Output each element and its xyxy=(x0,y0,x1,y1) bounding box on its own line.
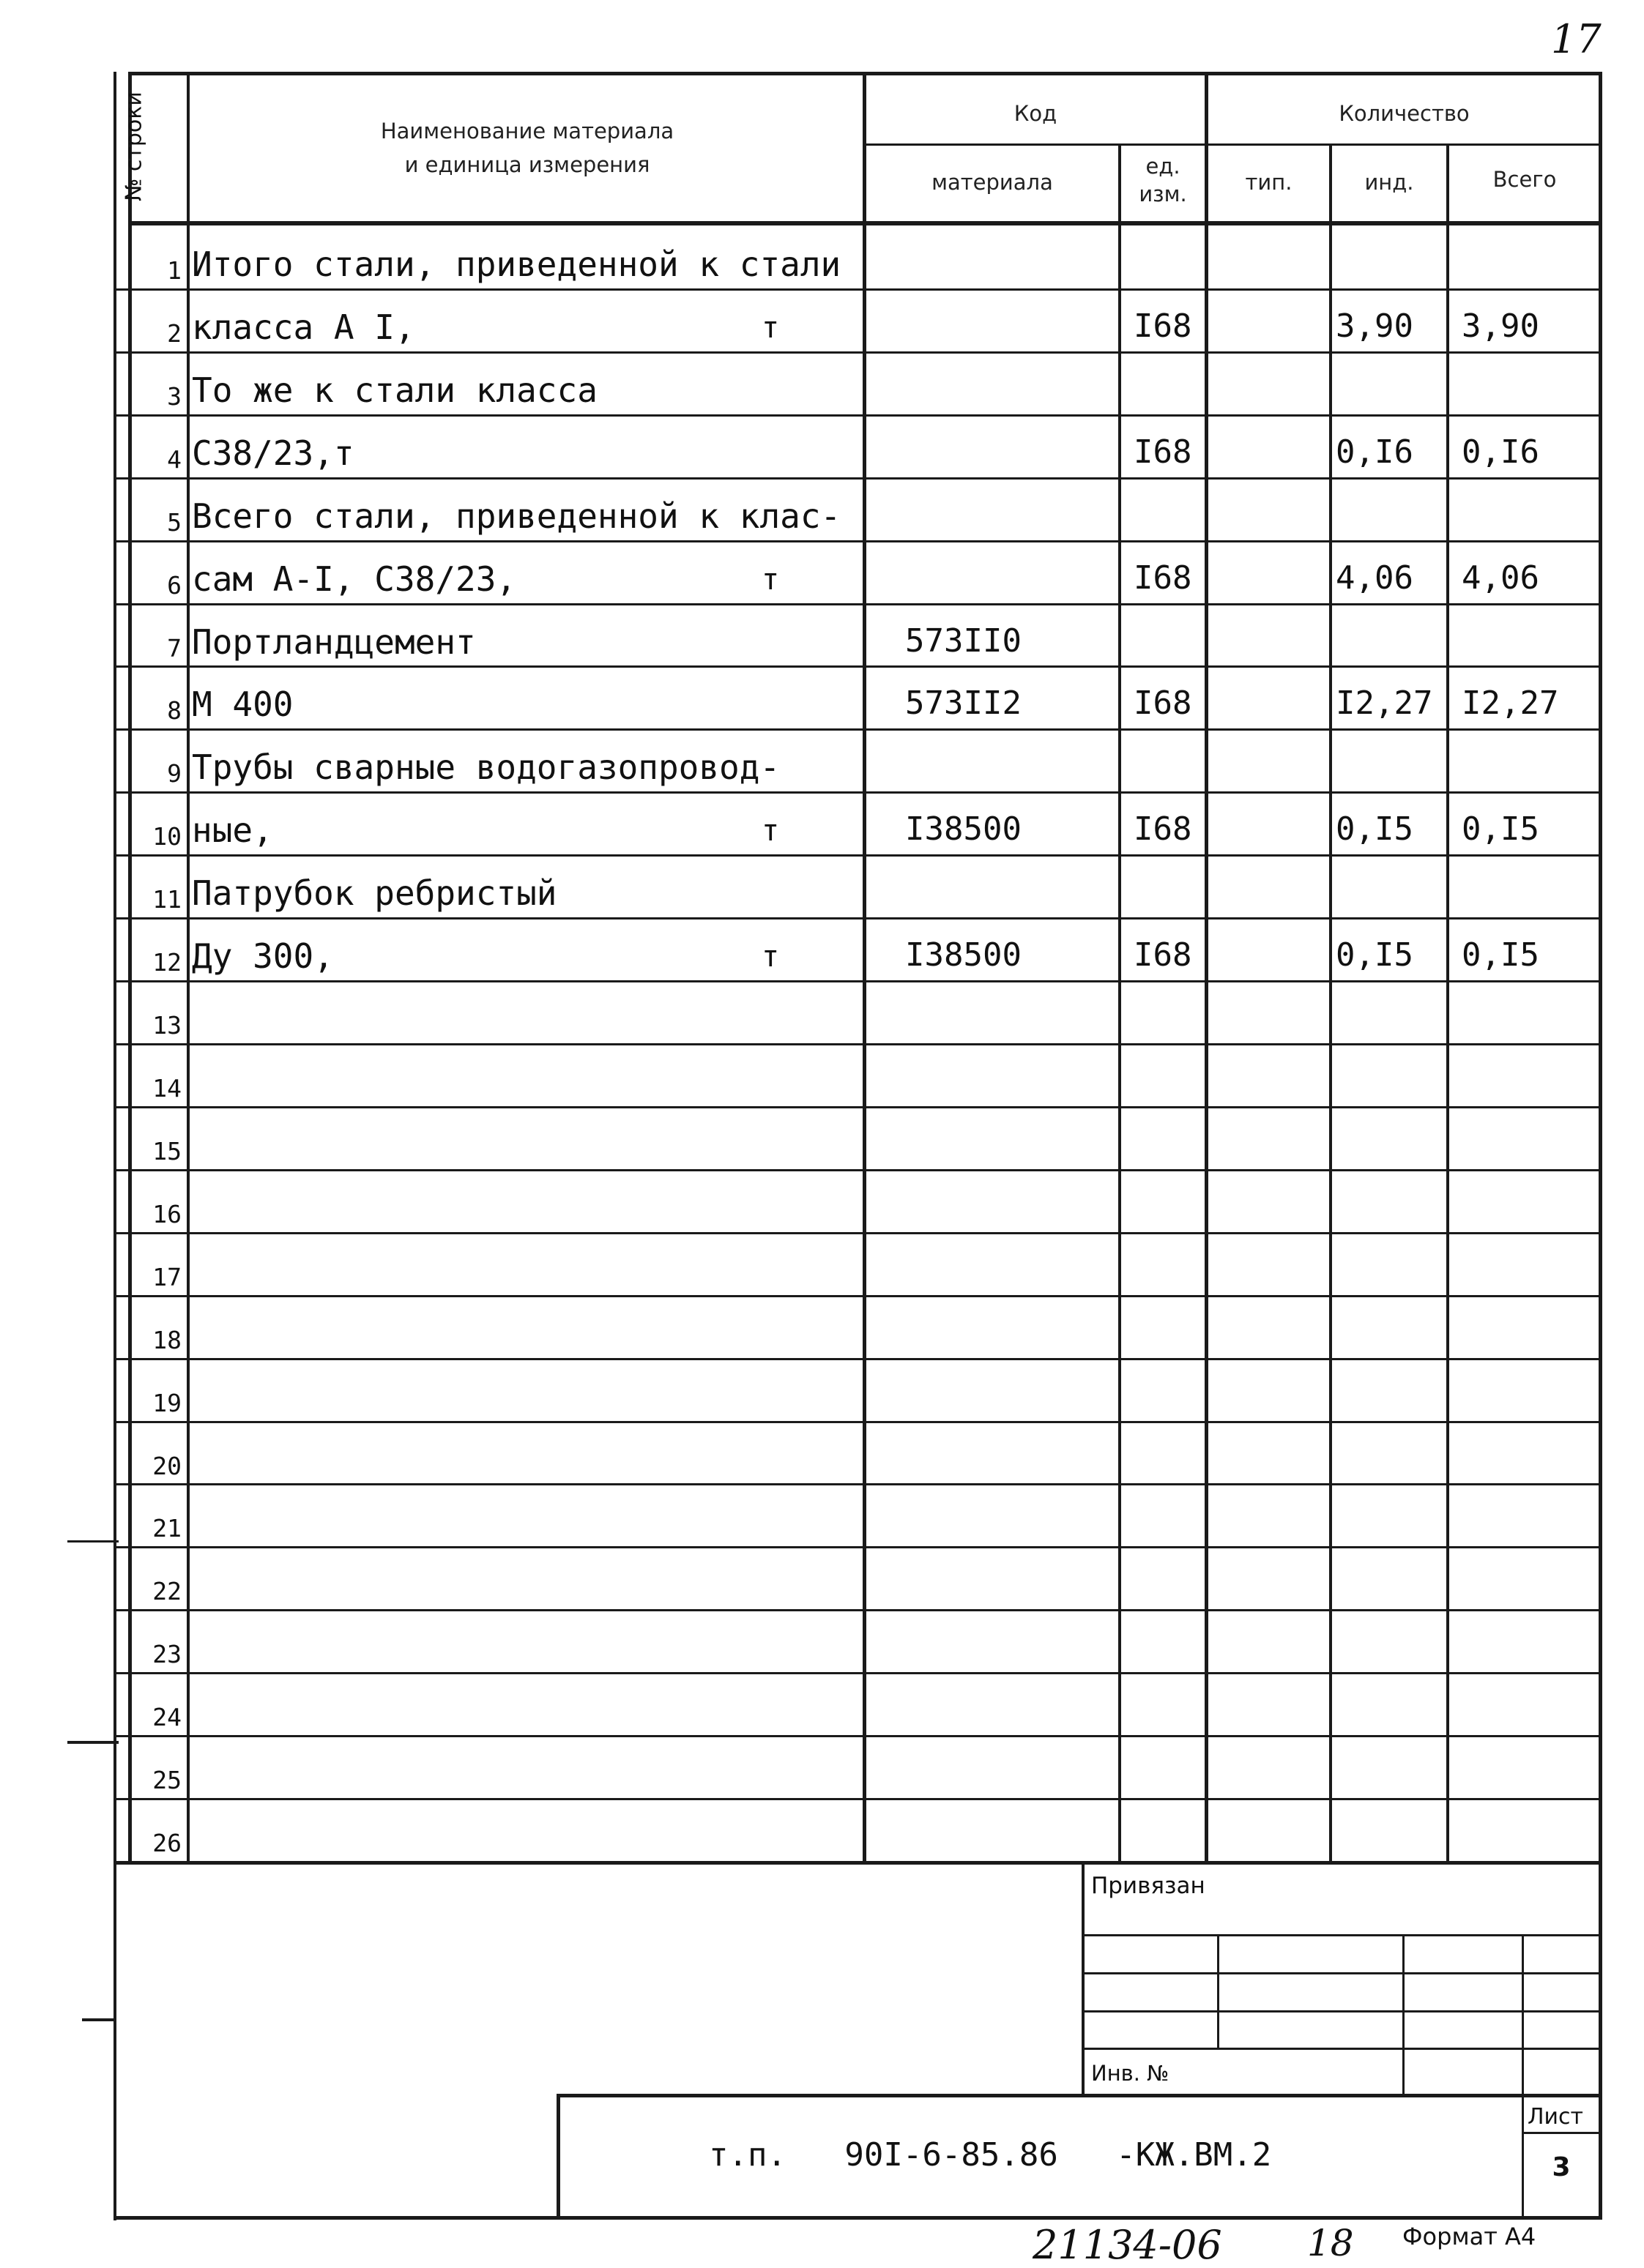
row-number: 18 xyxy=(152,1326,182,1354)
row-number: 23 xyxy=(152,1640,182,1668)
table-row xyxy=(0,1609,1644,1672)
row-number: 1 xyxy=(167,256,182,285)
material-name: Портландцемент xyxy=(192,622,476,662)
unit-code: I68 xyxy=(1134,936,1192,974)
material-name: сам А-I, С38/23, xyxy=(192,559,517,599)
unit-code: I68 xyxy=(1134,810,1192,848)
row-number: 5 xyxy=(167,508,182,537)
unit-code: I68 xyxy=(1134,433,1192,471)
row-number: 20 xyxy=(152,1452,182,1480)
handwritten-page: 18 xyxy=(1307,2222,1354,2264)
code-header: Код xyxy=(1013,101,1057,126)
binding-mark xyxy=(82,2018,116,2021)
row-number: 13 xyxy=(152,1011,182,1040)
material-name: То же к стали класса xyxy=(192,370,598,410)
qty-total: 0,I5 xyxy=(1462,810,1539,848)
table-row xyxy=(0,1106,1644,1169)
table-row xyxy=(0,477,1644,540)
unit-suffix: т xyxy=(762,311,780,345)
table-row xyxy=(0,1546,1644,1609)
row-number: 16 xyxy=(152,1200,182,1228)
material-name: Трубы сварные водогазопровод- xyxy=(192,747,781,787)
inv-number-label: Инв. № xyxy=(1091,2061,1169,2086)
table-row xyxy=(0,728,1644,791)
table-row xyxy=(0,225,1644,288)
qty-typ-header: тип. xyxy=(1245,170,1292,195)
quantity-header: Количество xyxy=(1339,101,1470,126)
qty-ind: 4,06 xyxy=(1336,559,1413,597)
row-number: 25 xyxy=(152,1766,182,1794)
table-row xyxy=(0,1295,1644,1358)
row-number: 7 xyxy=(167,634,182,663)
binding-mark xyxy=(67,1540,119,1543)
unit-suffix: т xyxy=(762,563,780,597)
row-number: 24 xyxy=(152,1703,182,1731)
row-number: 17 xyxy=(152,1263,182,1291)
row-number: 12 xyxy=(152,948,182,977)
attached-label: Привязан xyxy=(1091,1873,1205,1899)
qty-total: 3,90 xyxy=(1462,307,1539,345)
table-row xyxy=(0,414,1644,477)
table-row xyxy=(0,540,1644,603)
code-material-header: материала xyxy=(931,170,1053,195)
row-number: 21 xyxy=(152,1514,182,1543)
qty-ind: I2,27 xyxy=(1336,684,1433,722)
qty-ind: 0,I6 xyxy=(1336,433,1413,471)
material-name: Патрубок ребристый xyxy=(192,873,557,913)
material-code: 573II0 xyxy=(905,622,1022,660)
unit-code: I68 xyxy=(1134,559,1192,597)
material-name: Ду 300, xyxy=(192,936,334,976)
handwritten-code: 21134-06 xyxy=(1033,2222,1222,2268)
qty-ind: 3,90 xyxy=(1336,307,1413,345)
table-row xyxy=(0,1169,1644,1232)
row-number: 11 xyxy=(152,885,182,914)
table-row xyxy=(0,1735,1644,1798)
material-name: Итого стали, приведенной к стали xyxy=(192,245,841,284)
row-number: 3 xyxy=(167,382,182,411)
row-number: 6 xyxy=(167,571,182,600)
unit-suffix: т xyxy=(762,940,780,974)
qty-total: 0,I5 xyxy=(1462,936,1539,974)
row-number: 8 xyxy=(167,696,182,725)
name-header-line2: и единица измерения xyxy=(404,152,650,177)
sheet-label: Лист xyxy=(1528,2104,1584,2130)
table-row xyxy=(0,1421,1644,1484)
table-row xyxy=(0,351,1644,414)
material-name: Всего стали, приведенной к клас- xyxy=(192,496,841,536)
qty-ind: 0,I5 xyxy=(1336,810,1413,848)
qty-ind-header: инд. xyxy=(1364,170,1414,195)
table-row xyxy=(0,980,1644,1043)
table-row xyxy=(0,1043,1644,1106)
table-row xyxy=(0,665,1644,728)
qty-total-header: Всего xyxy=(1492,167,1557,192)
table-row xyxy=(0,1672,1644,1735)
sheet-number: 3 xyxy=(1552,2152,1571,2182)
table-row xyxy=(0,603,1644,666)
row-number: 22 xyxy=(152,1577,182,1605)
unit-header-line1: ед. xyxy=(1145,154,1180,179)
table-row xyxy=(0,1483,1644,1546)
row-number: 9 xyxy=(167,759,182,788)
table-row xyxy=(0,917,1644,980)
unit-header-line2: изм. xyxy=(1139,182,1187,206)
table-row xyxy=(0,1232,1644,1295)
row-number: 10 xyxy=(152,822,182,851)
unit-suffix: т xyxy=(762,814,780,848)
row-number: 2 xyxy=(167,319,182,348)
table-row xyxy=(0,854,1644,917)
material-name: класса А I, xyxy=(192,307,415,347)
qty-total: I2,27 xyxy=(1462,684,1559,722)
row-number-header: № строки xyxy=(121,92,147,201)
material-code: 573II2 xyxy=(905,684,1022,722)
unit-code: I68 xyxy=(1134,684,1192,722)
table-row xyxy=(0,791,1644,854)
binding-mark xyxy=(67,1741,119,1744)
document-designation: т.п. 90I-6-85.86 -КЖ.ВМ.2 xyxy=(709,2136,1272,2174)
qty-total: 4,06 xyxy=(1462,559,1539,597)
row-number: 4 xyxy=(167,445,182,474)
material-code: I38500 xyxy=(905,936,1022,974)
material-name: ные, xyxy=(192,810,273,850)
qty-total: 0,I6 xyxy=(1462,433,1539,471)
material-name: С38/23,т xyxy=(192,433,354,473)
table-row xyxy=(0,1798,1644,1861)
unit-code: I68 xyxy=(1134,307,1192,345)
material-name: М 400 xyxy=(192,684,294,724)
row-number: 15 xyxy=(152,1137,182,1165)
page-number: 17 xyxy=(1551,16,1602,62)
qty-ind: 0,I5 xyxy=(1336,936,1413,974)
row-number: 19 xyxy=(152,1389,182,1417)
material-code: I38500 xyxy=(905,810,1022,848)
name-header-line1: Наименование материала xyxy=(380,119,674,143)
format-label: Формат А4 xyxy=(1402,2223,1536,2250)
table-row xyxy=(0,1358,1644,1421)
row-number: 26 xyxy=(152,1829,182,1857)
row-number: 14 xyxy=(152,1074,182,1103)
table-row xyxy=(0,288,1644,351)
